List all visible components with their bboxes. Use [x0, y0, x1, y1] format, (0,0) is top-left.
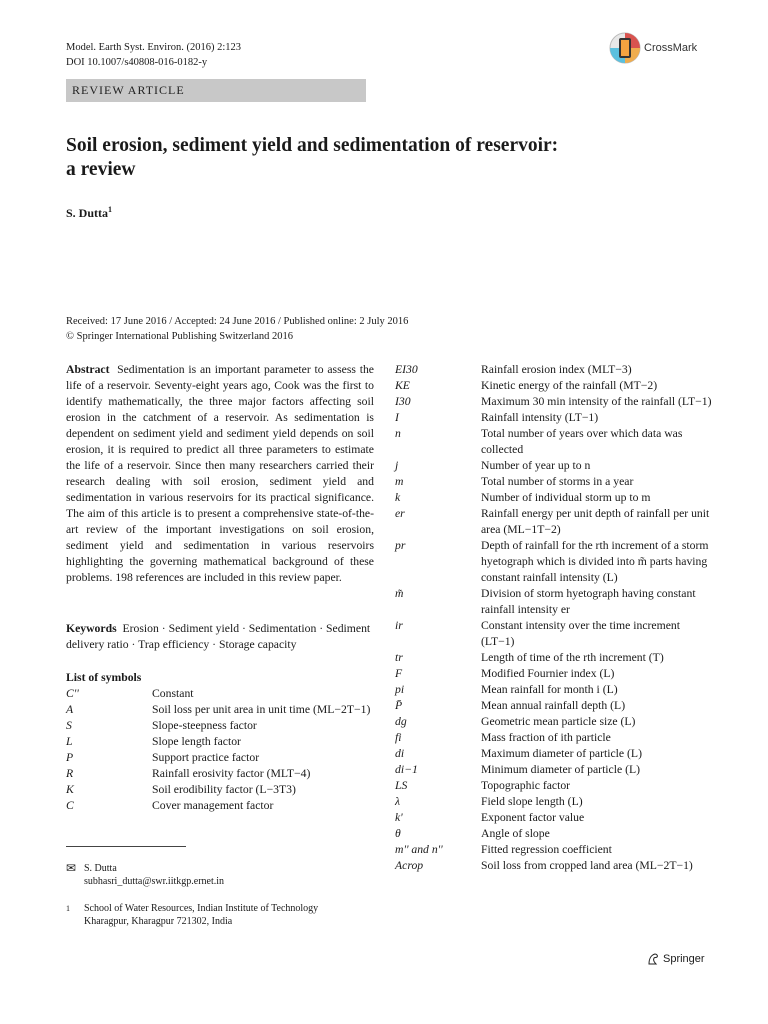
correspondence: [66, 862, 224, 888]
symbol-term: C: [66, 799, 74, 812]
crossmark-label: CrossMark: [644, 42, 698, 54]
symbol-term: F: [395, 667, 403, 680]
symbol-term: I30: [395, 395, 411, 408]
symbol-term: λ: [395, 795, 401, 808]
symbol-term: fi: [395, 731, 402, 744]
symbol-definition: Rainfall intensity (LT−1): [481, 411, 599, 424]
dates-line: Received: 17 June 2016 / Accepted: 24 June 2016 / Published online: 2 July 2016: [66, 316, 409, 327]
symbol-definition: Total number of storms in a year: [481, 475, 634, 488]
symbol-term: m: [395, 475, 404, 488]
symbol-row: [66, 734, 374, 750]
symbol-term: pi: [395, 683, 405, 696]
symbol-term: S: [66, 719, 72, 732]
symbol-term: m'' and n'': [395, 843, 443, 856]
symbol-term: KE: [395, 379, 410, 392]
symbol-term: L: [66, 735, 73, 748]
affiliation-line: Kharagpur, Kharagpur 721302, India: [84, 916, 233, 927]
publisher-name: Springer: [663, 953, 705, 965]
footnote-divider: [66, 846, 186, 847]
symbol-definition: Support practice factor: [152, 751, 260, 764]
author[interactable]: [66, 205, 112, 221]
crossmark-icon: [609, 30, 641, 66]
symbol-definition: Constant: [152, 687, 194, 700]
symbol-term: j: [395, 459, 399, 472]
symbol-definition: Cover management factor: [152, 799, 274, 812]
envelope-icon: ✉: [66, 861, 77, 875]
symbol-term: ir: [395, 619, 403, 632]
journal-line: Model. Earth Syst. Environ. (2016) 2:123: [66, 42, 241, 53]
symbol-row: [395, 746, 715, 762]
symbol-term: P̄: [395, 699, 403, 712]
symbol-row: [395, 666, 715, 682]
symbol-row: [395, 842, 715, 858]
symbol-row: [395, 762, 715, 778]
symbol-term: k': [395, 811, 403, 824]
symbol-term: er: [395, 507, 405, 520]
symbol-row: [395, 378, 715, 394]
title-line: a review: [66, 159, 136, 180]
symbol-definition: Soil loss from cropped land area (ML−2T−1): [481, 859, 693, 872]
symbol-term: P: [66, 751, 74, 764]
keywords-text: Erosion · Sediment yield · Sedimentation · Sediment delivery ratio · Trap efficiency · Storage capacity: [66, 622, 371, 651]
symbol-term: I: [395, 411, 399, 424]
symbol-definition: Angle of slope: [481, 827, 550, 840]
symbol-row: [66, 798, 374, 814]
symbol-row: [395, 474, 715, 490]
symbol-row: [395, 458, 715, 474]
symbol-definition: Field slope length (L): [481, 795, 583, 808]
symbol-row: [395, 650, 715, 666]
symbol-definition: Modified Fournier index (L): [481, 667, 615, 680]
symbol-definition: Rainfall energy per unit depth of rainfall per unit area (ML−1T−2): [481, 507, 710, 536]
symbol-row: [395, 714, 715, 730]
journal-citation: [66, 40, 241, 70]
symbol-definition: Soil loss per unit area in unit time (ML−2T−1): [152, 703, 371, 716]
symbol-row: [395, 538, 715, 586]
copyright-line: © Springer International Publishing Switzerland 2016: [66, 331, 293, 342]
symbol-row: [395, 394, 715, 410]
affiliation: [66, 902, 318, 928]
symbol-definition: Mass fraction of ith particle: [481, 731, 611, 744]
abstract-label: Abstract: [66, 363, 110, 376]
symbol-row: [395, 810, 715, 826]
symbol-definition: Soil erodibility factor (L−3T3): [152, 783, 296, 796]
symbols-list-right: [395, 362, 715, 874]
correspondence-email[interactable]: subhasri_dutta@swr.iitkgp.ernet.in: [84, 876, 225, 887]
symbol-row: [66, 782, 374, 798]
symbol-row: [395, 730, 715, 746]
symbol-definition: Slope length factor: [152, 735, 241, 748]
symbol-definition: Topographic factor: [481, 779, 571, 792]
symbol-definition: Total number of years over which data was collected: [481, 427, 683, 456]
springer-horse-icon: [646, 952, 660, 966]
symbol-term: dg: [395, 715, 407, 728]
symbol-term: R: [66, 767, 74, 780]
symbol-row: [395, 794, 715, 810]
symbol-term: n: [395, 427, 401, 440]
symbol-definition: Number of year up to n: [481, 459, 591, 472]
author-name: S. Dutta: [66, 206, 109, 220]
symbol-row: [395, 682, 715, 698]
symbol-definition: Length of time of the rth increment (T): [481, 651, 664, 664]
symbol-definition: Kinetic energy of the rainfall (MT−2): [481, 379, 658, 392]
symbol-definition: Exponent factor value: [481, 811, 585, 824]
affiliation-line: School of Water Resources, Indian Institute of Technology: [84, 903, 319, 914]
symbol-definition: Geometric mean particle size (L): [481, 715, 636, 728]
symbol-term: m̃: [395, 587, 404, 600]
symbol-definition: Minimum diameter of particle (L): [481, 763, 641, 776]
symbol-definition: Division of storm hyetograph having constant rainfall intensity er: [481, 587, 696, 616]
publication-dates: [66, 314, 408, 344]
symbol-row: [395, 586, 715, 618]
symbol-definition: Slope-steepness factor: [152, 719, 257, 732]
symbol-definition: Depth of rainfall for the rth increment of a storm hyetograph which is divided into m̃ parts having constant rainfall intensity (L): [481, 539, 709, 584]
symbols-heading: List of symbols: [66, 671, 142, 684]
abstract: [66, 362, 374, 586]
keywords-label: Keywords: [66, 622, 117, 635]
symbol-definition: Rainfall erosivity factor (MLT−4): [152, 767, 311, 780]
symbol-row: [395, 698, 715, 714]
symbol-term: di−1: [395, 763, 418, 776]
symbol-row: [66, 686, 374, 702]
symbol-definition: Constant intensity over the time increment (LT−1): [481, 619, 680, 648]
symbol-term: tr: [395, 651, 403, 664]
symbol-row: [395, 490, 715, 506]
symbol-term: Acrop: [395, 859, 424, 872]
symbol-definition: Number of individual storm up to m: [481, 491, 651, 504]
symbol-row: [395, 826, 715, 842]
symbol-definition: Fitted regression coefficient: [481, 843, 612, 856]
symbol-term: EI30: [395, 363, 418, 376]
keywords: [66, 621, 374, 653]
symbol-row: [66, 750, 374, 766]
symbol-row: [395, 778, 715, 794]
symbol-definition: Maximum diameter of particle (L): [481, 747, 642, 760]
symbol-definition: Mean rainfall for month i (L): [481, 683, 618, 696]
symbol-term: di: [395, 747, 405, 760]
symbol-term: k: [395, 491, 401, 504]
symbol-row: [66, 702, 374, 718]
symbol-definition: Maximum 30 min intensity of the rainfall (LT−1): [481, 395, 712, 408]
symbol-row: [395, 362, 715, 378]
article-type-banner: REVIEW ARTICLE: [66, 79, 366, 102]
symbols-list-left: [66, 670, 374, 814]
symbol-row: [395, 410, 715, 426]
symbol-term: pr: [395, 539, 406, 552]
symbol-row: [66, 766, 374, 782]
article-title: [66, 134, 706, 182]
title-line: Soil erosion, sediment yield and sedimentation of reservoir:: [66, 135, 559, 156]
symbol-term: LS: [395, 779, 408, 792]
symbol-definition: Rainfall erosion index (MLT−3): [481, 363, 632, 376]
symbol-term: C'': [66, 687, 79, 700]
symbol-row: [395, 426, 715, 458]
symbol-row: [66, 718, 374, 734]
symbol-term: θ: [395, 827, 401, 840]
symbol-row: [395, 618, 715, 650]
symbol-term: A: [66, 703, 74, 716]
springer-logo: [646, 952, 705, 966]
correspondence-name: S. Dutta: [84, 863, 117, 874]
symbol-definition: Mean annual rainfall depth (L): [481, 699, 626, 712]
doi-line[interactable]: DOI 10.1007/s40808-016-0182-y: [66, 57, 208, 68]
abstract-text: Sedimentation is an important parameter to assess the life of a reservoir. Seventy-eight years ago, Cook was the first to identify mathematically, the three major factors affecting soil erosion in the catchment of a reservoir. As sedimentation is dependent on sediment yield and sediment yield depends on soil erosion, it is required to predict all three parameters to estimate the life of a reservoir. Since then many researchers carried their research dealing with soil erosion, sediment yield and sedimentation in various reservoirs for its practical significance. The aim of this article is to present a comprehensive state-of-the-art review of the important investigations on soil erosion, sediment yield and sedimentation in various reservoirs highlighting the governing mathematical background of these problems. 198 references are included in this review paper.: [66, 363, 374, 584]
affiliation-marker[interactable]: 1: [108, 205, 113, 214]
affiliation-number: 1: [66, 904, 70, 913]
symbol-row: [395, 858, 715, 874]
symbol-row: [395, 506, 715, 538]
crossmark-badge[interactable]: [609, 30, 697, 66]
symbol-term: K: [66, 783, 74, 796]
